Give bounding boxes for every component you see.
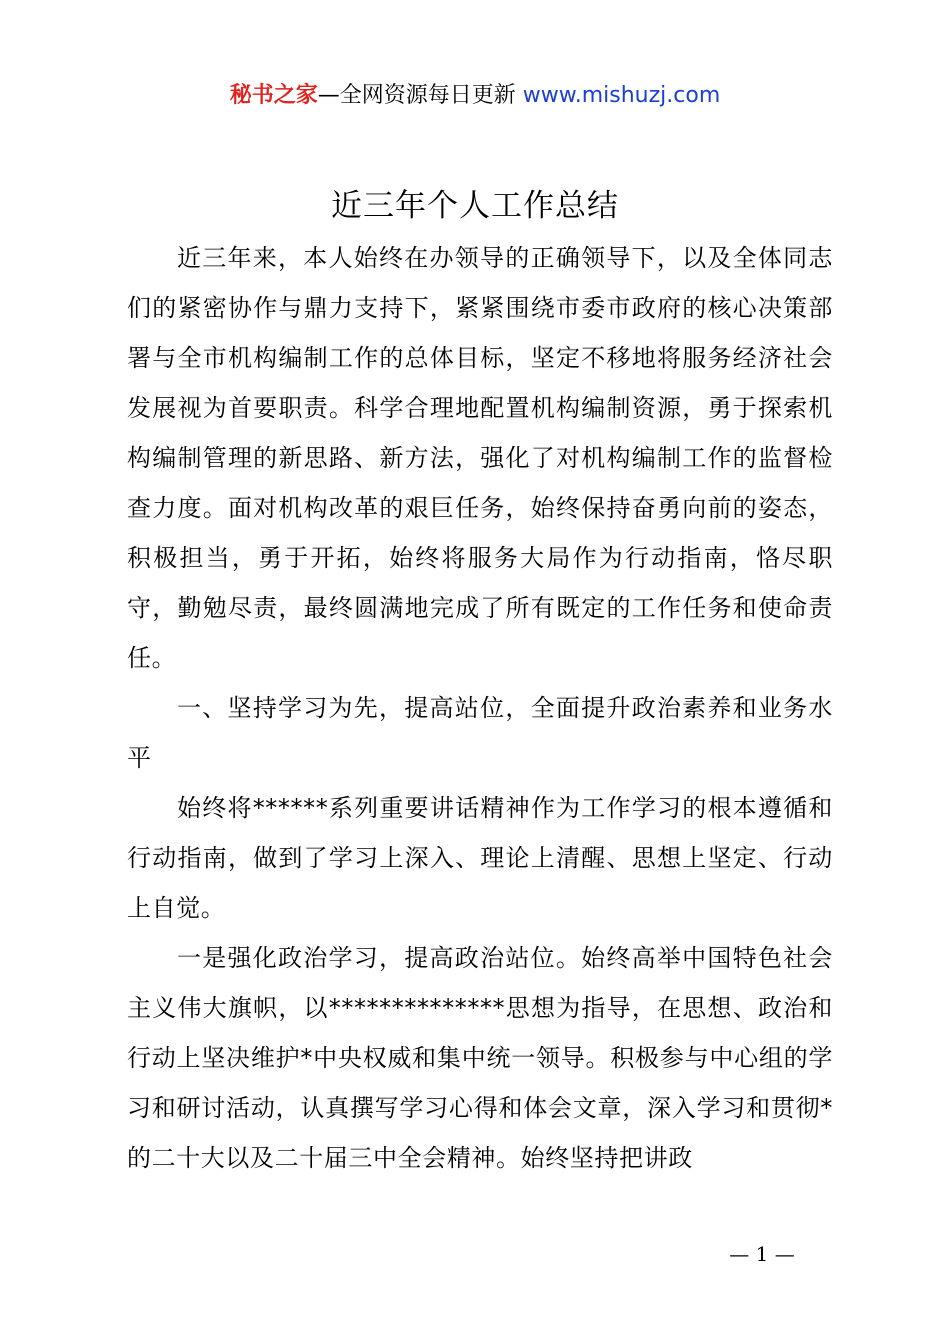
header-tagline: —全网资源每日更新 (317, 83, 523, 108)
paragraph-section-1-intro: 始终将******系列重要讲话精神作为工作学习的根本遵循和行动指南，做到了学习上深入、理论上清醒、思想上坚定、行动上自觉。 (127, 794, 833, 922)
document-body (127, 233, 833, 1183)
site-header (0, 80, 950, 112)
paragraph-political-study: 一是强化政治学习，提高政治站位。始终高举中国特色社会主义伟大旗帜，以**************思想为指导，在思想、政治和行动上坚决维护*中央权威和集中统一领导。积极参与中心组的学习和研讨活动，认真撰写学习心得和体会文章，深入学习和贯彻*的二十大以及二十届三中全会精神。始终坚持把讲政 (127, 944, 833, 1172)
document-title: 近三年个人工作总结 (331, 188, 619, 224)
site-url-link[interactable]: www.mishuzj.com (522, 83, 721, 108)
brand-name: 秘书之家 (229, 83, 318, 108)
page-number: — 1 — (729, 1242, 795, 1266)
section-heading-1: 一、坚持学习为先，提高站位，全面提升政治素养和业务水平 (127, 694, 833, 772)
paragraph-intro: 近三年来，本人始终在办领导的正确领导下，以及全体同志们的紧密协作与鼎力支持下，紧紧围绕市委市政府的核心决策部署与全市机构编制工作的总体目标，坚定不移地将服务经济社会发展视为首要职责。科学合理地配置机构编制资源，勇于探索机构编制管理的新思路、新方法，强化了对机构编制工作的监督检查力度。面对机构改革的艰巨任务，始终保持奋勇向前的姿态，积极担当，勇于开拓，始终将服务大局作为行动指南，恪尽职守，勤勉尽责，最终圆满地完成了所有既定的工作任务和使命责任。 (127, 244, 833, 672)
